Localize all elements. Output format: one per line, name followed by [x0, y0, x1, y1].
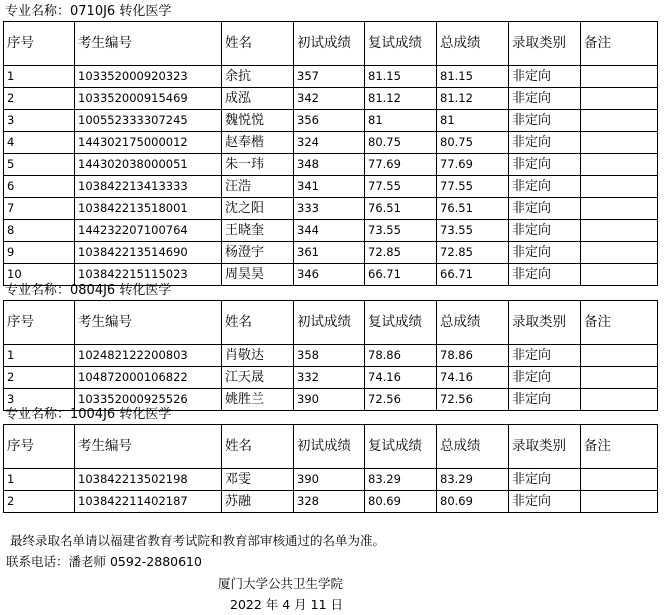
table-row	[4, 491, 658, 513]
column-header-index: 序号	[4, 22, 75, 66]
cell-remark	[581, 264, 658, 286]
cell-retest-score: 80.69	[365, 491, 437, 513]
cell-exam-no: 103842213514690	[75, 242, 222, 264]
cell-exam-no: 144302175000012	[75, 132, 222, 154]
column-header-name: 姓名	[222, 301, 294, 345]
column-header-category: 录取类别	[509, 425, 581, 469]
column-header-retest-score: 复试成绩	[365, 22, 437, 66]
table-row	[4, 132, 658, 154]
cell-index: 1	[4, 66, 75, 88]
column-header-remark: 备注	[581, 22, 658, 66]
footer-date: 2022 年 4 月 11 日	[230, 597, 344, 612]
cell-exam-no: 104872000106822	[75, 367, 222, 389]
column-header-retest-score: 复试成绩	[365, 425, 437, 469]
cell-total-score: 81	[437, 110, 509, 132]
table-row	[4, 154, 658, 176]
cell-total-score: 78.86	[437, 345, 509, 367]
cell-index: 1	[4, 345, 75, 367]
cell-category: 非定向	[509, 88, 581, 110]
cell-name: 赵奉楷	[222, 132, 294, 154]
cell-total-score: 76.51	[437, 198, 509, 220]
column-header-initial-score: 初试成绩	[294, 425, 365, 469]
section-title-2: 专业名称：1004J6 转化医学	[5, 407, 172, 422]
cell-remark	[581, 132, 658, 154]
cell-retest-score: 80.75	[365, 132, 437, 154]
column-header-total-score: 总成绩	[437, 301, 509, 345]
cell-name: 余抗	[222, 66, 294, 88]
cell-index: 7	[4, 198, 75, 220]
table-row	[4, 198, 658, 220]
cell-category: 非定向	[509, 110, 581, 132]
cell-initial-score: 344	[294, 220, 365, 242]
cell-total-score: 81.12	[437, 88, 509, 110]
column-header-retest-score: 复试成绩	[365, 301, 437, 345]
cell-remark	[581, 66, 658, 88]
cell-category: 非定向	[509, 389, 581, 411]
cell-retest-score: 83.29	[365, 469, 437, 491]
table-row	[4, 88, 658, 110]
column-header-exam-no: 考生编号	[75, 425, 222, 469]
cell-name: 王晓奎	[222, 220, 294, 242]
column-header-category: 录取类别	[509, 301, 581, 345]
cell-retest-score: 78.86	[365, 345, 437, 367]
cell-initial-score: 333	[294, 198, 365, 220]
cell-retest-score: 72.85	[365, 242, 437, 264]
cell-name: 姚胜兰	[222, 389, 294, 411]
cell-retest-score: 81.15	[365, 66, 437, 88]
column-header-initial-score: 初试成绩	[294, 301, 365, 345]
cell-retest-score: 66.71	[365, 264, 437, 286]
cell-name: 周昊昊	[222, 264, 294, 286]
column-header-category: 录取类别	[509, 22, 581, 66]
cell-index: 6	[4, 176, 75, 198]
cell-category: 非定向	[509, 198, 581, 220]
cell-category: 非定向	[509, 242, 581, 264]
cell-exam-no: 103352000925526	[75, 389, 222, 411]
cell-category: 非定向	[509, 132, 581, 154]
cell-index: 2	[4, 491, 75, 513]
cell-exam-no: 103352000920323	[75, 66, 222, 88]
cell-remark	[581, 491, 658, 513]
admission-table-2	[3, 424, 658, 513]
column-header-name: 姓名	[222, 22, 294, 66]
cell-retest-score: 76.51	[365, 198, 437, 220]
cell-exam-no: 103842213413333	[75, 176, 222, 198]
cell-remark	[581, 88, 658, 110]
cell-index: 3	[4, 110, 75, 132]
cell-retest-score: 77.69	[365, 154, 437, 176]
cell-total-score: 80.69	[437, 491, 509, 513]
cell-category: 非定向	[509, 469, 581, 491]
section-title-1: 专业名称：0804J6 转化医学	[5, 283, 172, 298]
cell-category: 非定向	[509, 264, 581, 286]
cell-remark	[581, 389, 658, 411]
cell-remark	[581, 198, 658, 220]
table-header-row	[4, 22, 658, 66]
cell-index: 10	[4, 264, 75, 286]
cell-index: 8	[4, 220, 75, 242]
table-row	[4, 176, 658, 198]
cell-total-score: 77.69	[437, 154, 509, 176]
cell-total-score: 77.55	[437, 176, 509, 198]
cell-total-score: 66.71	[437, 264, 509, 286]
cell-exam-no: 103842215115023	[75, 264, 222, 286]
cell-total-score: 72.85	[437, 242, 509, 264]
cell-index: 3	[4, 389, 75, 411]
cell-index: 2	[4, 367, 75, 389]
cell-name: 汪浩	[222, 176, 294, 198]
cell-index: 2	[4, 88, 75, 110]
cell-index: 5	[4, 154, 75, 176]
cell-retest-score: 81.12	[365, 88, 437, 110]
cell-remark	[581, 220, 658, 242]
table-header-row	[4, 425, 658, 469]
column-header-index: 序号	[4, 425, 75, 469]
admission-table-0	[3, 21, 658, 286]
column-header-exam-no: 考生编号	[75, 301, 222, 345]
cell-initial-score: 332	[294, 367, 365, 389]
cell-name: 沈之阳	[222, 198, 294, 220]
column-header-index: 序号	[4, 301, 75, 345]
admission-table-1	[3, 300, 658, 411]
cell-remark	[581, 367, 658, 389]
cell-remark	[581, 154, 658, 176]
table-header-row	[4, 301, 658, 345]
cell-exam-no: 102482122200803	[75, 345, 222, 367]
cell-exam-no: 103842213518001	[75, 198, 222, 220]
table-row	[4, 220, 658, 242]
cell-remark	[581, 176, 658, 198]
cell-index: 9	[4, 242, 75, 264]
cell-total-score: 83.29	[437, 469, 509, 491]
footer-note: 最终录取名单请以福建省教育考试院和教育部审核通过的名单为准。	[10, 533, 386, 548]
table-row	[4, 469, 658, 491]
cell-name: 朱一玮	[222, 154, 294, 176]
cell-name: 杨澄宇	[222, 242, 294, 264]
table-row	[4, 242, 658, 264]
column-header-exam-no: 考生编号	[75, 22, 222, 66]
cell-total-score: 74.16	[437, 367, 509, 389]
cell-retest-score: 73.55	[365, 220, 437, 242]
table-row	[4, 367, 658, 389]
footer-org: 厦门大学公共卫生学院	[218, 576, 344, 591]
cell-exam-no: 103842211402187	[75, 491, 222, 513]
column-header-initial-score: 初试成绩	[294, 22, 365, 66]
footer-contact: 联系电话：潘老师 0592-2880610	[6, 554, 202, 569]
cell-remark	[581, 110, 658, 132]
section-title-0: 专业名称：0710J6 转化医学	[5, 4, 172, 19]
cell-total-score: 72.56	[437, 389, 509, 411]
cell-initial-score: 342	[294, 88, 365, 110]
cell-index: 4	[4, 132, 75, 154]
cell-category: 非定向	[509, 66, 581, 88]
cell-total-score: 80.75	[437, 132, 509, 154]
table-row	[4, 345, 658, 367]
cell-exam-no: 100552333307245	[75, 110, 222, 132]
cell-retest-score: 74.16	[365, 367, 437, 389]
column-header-remark: 备注	[581, 425, 658, 469]
cell-initial-score: 346	[294, 264, 365, 286]
cell-retest-score: 77.55	[365, 176, 437, 198]
column-header-total-score: 总成绩	[437, 425, 509, 469]
cell-initial-score: 356	[294, 110, 365, 132]
cell-name: 苏融	[222, 491, 294, 513]
cell-name: 江天晟	[222, 367, 294, 389]
cell-initial-score: 358	[294, 345, 365, 367]
cell-name: 成泓	[222, 88, 294, 110]
cell-exam-no: 144302038000051	[75, 154, 222, 176]
cell-retest-score: 72.56	[365, 389, 437, 411]
cell-name: 肖敬达	[222, 345, 294, 367]
cell-initial-score: 357	[294, 66, 365, 88]
column-header-remark: 备注	[581, 301, 658, 345]
cell-remark	[581, 345, 658, 367]
cell-initial-score: 348	[294, 154, 365, 176]
cell-exam-no: 144232207100764	[75, 220, 222, 242]
cell-initial-score: 390	[294, 469, 365, 491]
cell-exam-no: 103842213502198	[75, 469, 222, 491]
cell-category: 非定向	[509, 491, 581, 513]
cell-category: 非定向	[509, 220, 581, 242]
cell-initial-score: 361	[294, 242, 365, 264]
cell-total-score: 73.55	[437, 220, 509, 242]
cell-initial-score: 390	[294, 389, 365, 411]
cell-name: 魏悦悦	[222, 110, 294, 132]
cell-category: 非定向	[509, 176, 581, 198]
table-row	[4, 66, 658, 88]
cell-remark	[581, 469, 658, 491]
cell-remark	[581, 242, 658, 264]
cell-index: 1	[4, 469, 75, 491]
table-row	[4, 110, 658, 132]
column-header-name: 姓名	[222, 425, 294, 469]
cell-initial-score: 328	[294, 491, 365, 513]
cell-category: 非定向	[509, 154, 581, 176]
cell-initial-score: 341	[294, 176, 365, 198]
cell-total-score: 81.15	[437, 66, 509, 88]
cell-exam-no: 103352000915469	[75, 88, 222, 110]
cell-initial-score: 324	[294, 132, 365, 154]
cell-name: 邓雯	[222, 469, 294, 491]
column-header-total-score: 总成绩	[437, 22, 509, 66]
cell-category: 非定向	[509, 367, 581, 389]
cell-category: 非定向	[509, 345, 581, 367]
cell-retest-score: 81	[365, 110, 437, 132]
